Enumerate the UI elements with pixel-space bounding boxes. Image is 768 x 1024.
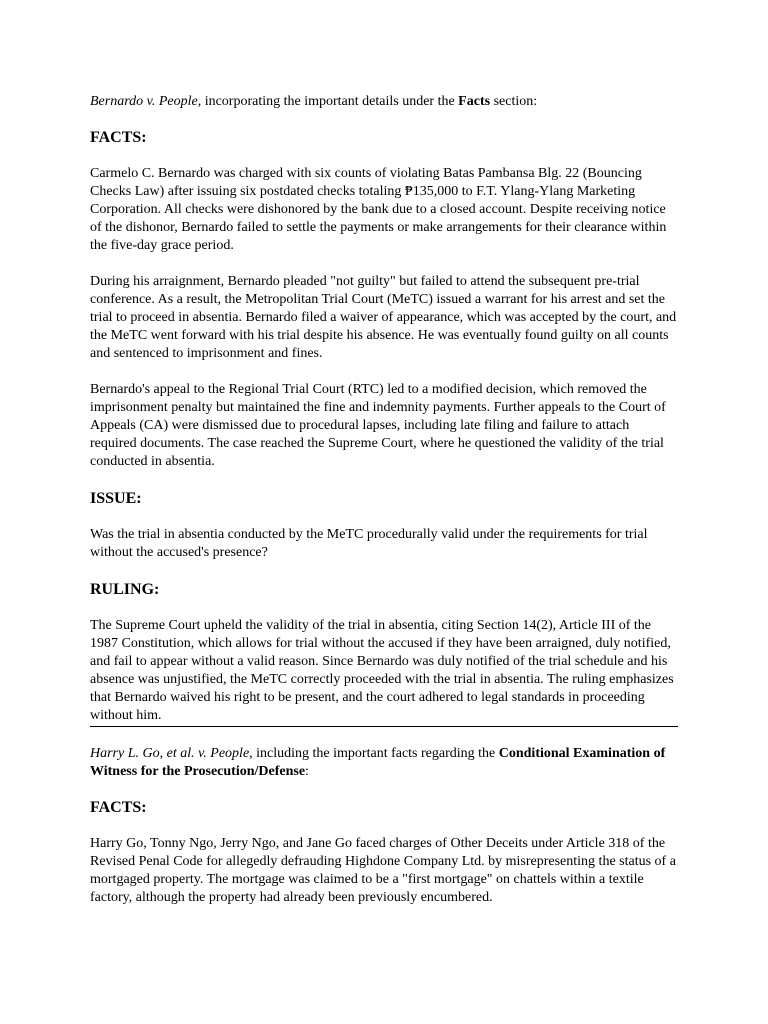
case1-intro-bold: Facts: [458, 94, 491, 109]
case1-intro: [90, 93, 678, 111]
case2-intro-bold: Conditional Examination of Witness for the Prosecution/Defense: [90, 746, 666, 779]
case1-issue-heading: ISSUE:: [90, 490, 142, 507]
case1-facts-paragraph-3: Bernardo's appeal to the Regional Trial Court (RTC) led to a modified decision, which removed the imprisonment penalty but maintained the fine and indemnity payments. Further appeals to the Court of Appeals (CA) were dismissed due to procedural lapses, including late filing and failure to attach required documents. The case reached the Supreme Court, where he questioned the validity of the trial conducted in absentia.: [90, 382, 666, 469]
case1-intro-end: section:: [490, 94, 538, 109]
document-page: [90, 93, 678, 907]
case1-facts-heading: FACTS:: [90, 129, 147, 146]
case1-intro-middle: , incorporating the important details under the: [197, 94, 459, 109]
case2-intro: [90, 745, 678, 781]
case2-title: Harry L. Go, et al. v. People: [90, 746, 250, 761]
case1-facts-paragraph-2: During his arraignment, Bernardo pleaded "not guilty" but failed to attend the subsequent pre-trial conference. As a result, the Metropolitan Trial Court (MeTC) issued a warrant for his arrest and set the trial to proceed in absentia. Bernardo filed a waiver of appearance, which was accepted by the court, and the MeTC went forward with his trial despite his absence. He was eventually found guilty on all counts and sentenced to imprisonment and fines.: [90, 274, 677, 361]
case1-title: Bernardo v. People: [90, 94, 198, 109]
case1-ruling-paragraph: The Supreme Court upheld the validity of the trial in absentia, citing Section 14(2), Article III of the 1987 Constitution, which allows for trial without the accused if they have been arraigned, duly notified, and fail to appear without a valid reason. Since Bernardo was duly notified of the trial schedule and his absence was unjustified, the MeTC correctly proceeded with the trial in absentia. The ruling emphasizes that Bernardo waived his right to be present, and the court adhered to legal standards in proceeding without him.: [90, 618, 674, 723]
section-divider: [90, 726, 678, 727]
case1-ruling-heading: RULING:: [90, 581, 160, 598]
case1-issue-paragraph: Was the trial in absentia conducted by the MeTC procedurally valid under the requirements for trial without the accused's presence?: [90, 527, 648, 560]
case1-facts-paragraph-1: Carmelo C. Bernardo was charged with six counts of violating Batas Pambansa Blg. 22 (Bouncing Checks Law) after issuing six postdated checks totaling ₱135,000 to F.T. Ylang-Ylang Marketing Corporation. All checks were dishonored by the bank due to a closed account. Despite receiving notice of the dishonor, Bernardo failed to settle the payments or make arrangements for their clearance within the five-day grace period.: [90, 166, 667, 253]
case2-facts-paragraph-1: Harry Go, Tonny Ngo, Jerry Ngo, and Jane Go faced charges of Other Deceits under Article 318 of the Revised Penal Code for allegedly defrauding Highdone Company Ltd. by misrepresenting the status of a mortgaged property. The mortgage was claimed to be a "first mortgage" on chattels within a textile factory, although the property had already been previously encumbered.: [90, 836, 676, 905]
case2-intro-end: :: [305, 764, 309, 779]
case2-facts-heading: FACTS:: [90, 799, 147, 816]
case2-intro-middle: , including the important facts regarding the: [249, 746, 499, 761]
